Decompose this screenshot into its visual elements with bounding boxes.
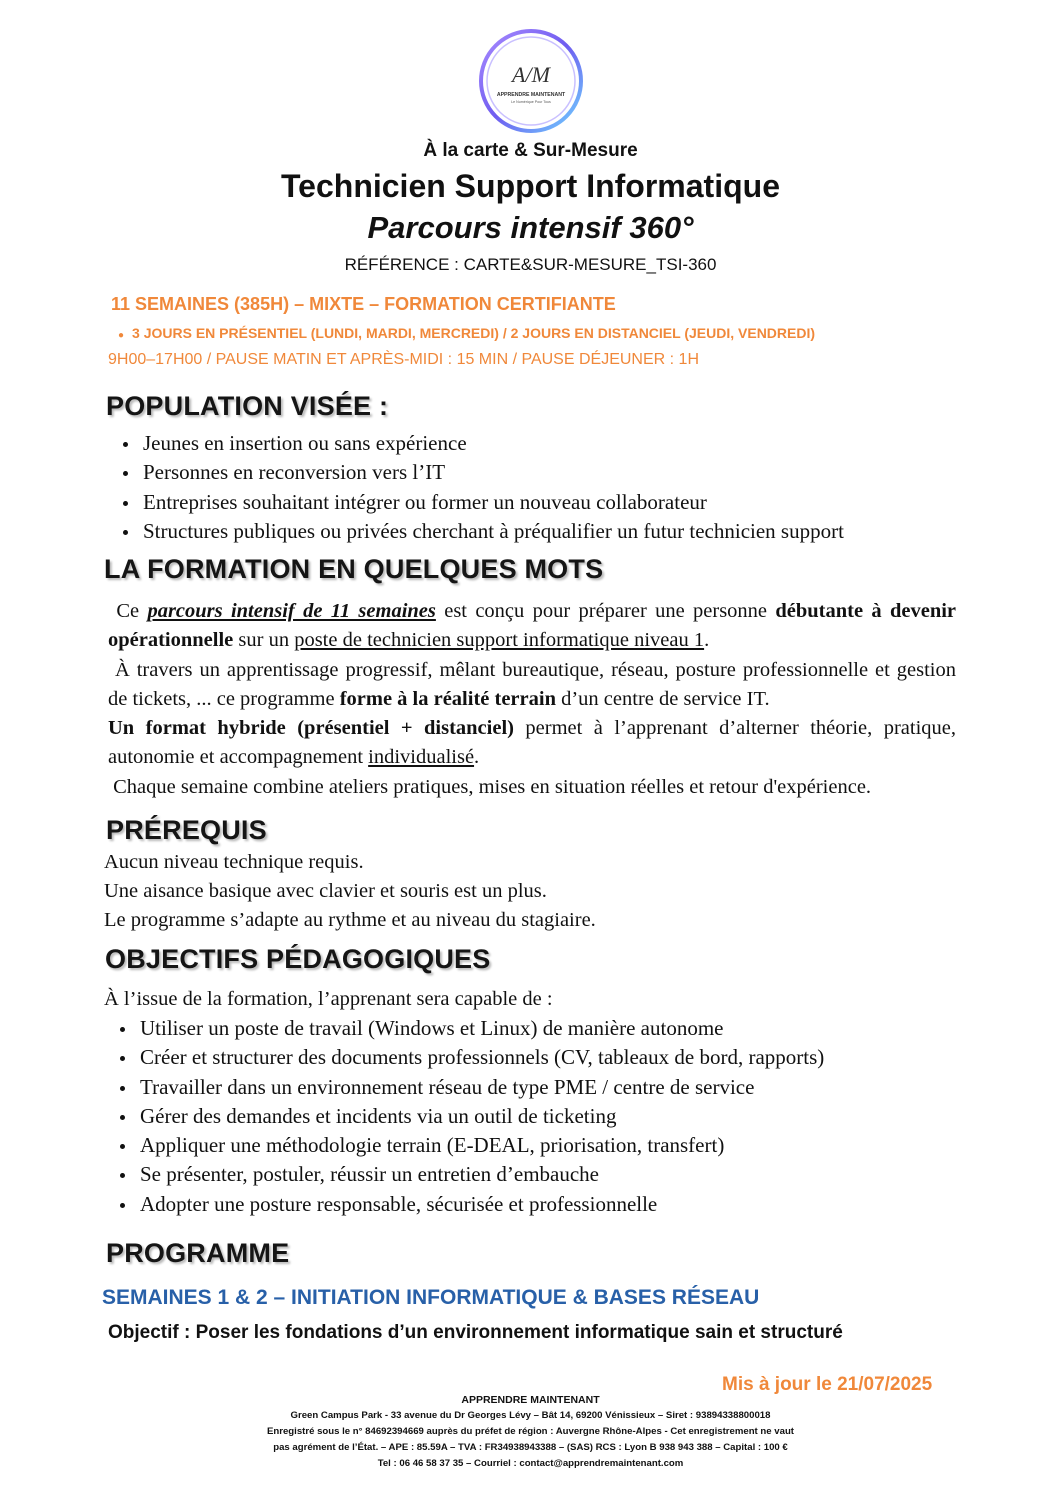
footer-contact: Tel : 06 46 58 37 35 – Courriel : contact@apprendremaintenant.com — [377, 1458, 684, 1469]
page-title: Technicien Support Informatique — [281, 168, 780, 204]
week-objective: Objectif : Poser les fondations d’un environnement informatique sain et structuré — [108, 1322, 843, 1343]
objectifs-intro: À l’issue de la formation, l’apprenant sera capable de : — [104, 988, 553, 1010]
list-item: Travailler dans un environnement réseau de type PME / centre de service — [116, 1073, 824, 1102]
list-item: Utiliser un poste de travail (Windows et Linux) de manière autonome — [116, 1014, 824, 1043]
list-item: Entreprises souhaitant intégrer ou former un nouveau collaborateur — [119, 488, 844, 517]
logo-monogram: A/M — [512, 62, 550, 87]
list-item: Jeunes en insertion ou sans expérience — [119, 429, 844, 458]
formation-description — [108, 597, 956, 802]
list-item: Personnes en reconversion vers l’IT — [119, 458, 844, 487]
list-item: Adopter une posture responsable, sécurisée et professionnelle — [116, 1190, 824, 1219]
prerequis-line: Aucun niveau technique requis. — [104, 851, 364, 873]
update-date: Mis à jour le 21/07/2025 — [722, 1374, 933, 1395]
days-text: 3 JOURS EN PRÉSENTIEL (LUNDI, MARDI, MERCREDI) / 2 JOURS EN DISTANCIEL (JEUDI, VENDREDI) — [132, 325, 816, 341]
objectifs-heading: OBJECTIFS PÉDAGOGIQUES — [105, 944, 491, 974]
population-heading: POPULATION VISÉE : — [106, 391, 389, 421]
week-title: SEMAINES 1 & 2 – INITIATION INFORMATIQUE & BASES RÉSEAU — [102, 1286, 760, 1309]
days-info — [118, 325, 815, 341]
prerequis-text — [104, 848, 596, 935]
footer-company: APPRENDRE MAINTENANT — [461, 1394, 600, 1406]
prerequis-line: Le programme s’adapte au rythme et au niveau du stagiaire. — [104, 909, 596, 931]
reference-code: RÉFÉRENCE : CARTE&SUR-MESURE_TSI-360 — [344, 255, 717, 274]
list-item: Structures publiques ou privées cherchant à préqualifier un futur technicien support — [119, 517, 844, 546]
list-item: Se présenter, postuler, réussir un entretien d’embauche — [116, 1160, 824, 1189]
page-title-italic: Parcours intensif 360° — [367, 210, 694, 245]
duration-info: 11 SEMAINES (385H) – MIXTE – FORMATION CERTIFIANTE — [111, 294, 616, 314]
logo-name: APPRENDRE MAINTENANT — [496, 92, 566, 98]
hours-info: 9H00–17H00 / PAUSE MATIN ET APRÈS-MIDI : 15 MIN / PAUSE DÉJEUNER : 1H — [108, 351, 699, 368]
list-item: Créer et structurer des documents professionnels (CV, tableaux de bord, rapports) — [116, 1043, 824, 1072]
footer-legal: pas agrément de l’État. – APE : 85.59A – TVA : FR34938943388 – (SAS) RCS : Lyon B 938 943 388 – Capital : 100 € — [273, 1442, 788, 1453]
company-logo — [476, 26, 586, 136]
population-list — [119, 429, 844, 546]
formation-paragraph-4: Chaque semaine combine ateliers pratiques, mises en situation réelles et retour d'expérience. — [113, 775, 872, 798]
logo-tagline: Le Numérique Pour Tous — [511, 100, 551, 104]
bullet-icon: ● — [118, 330, 125, 341]
footer — [0, 1392, 1061, 1472]
list-item: Appliquer une méthodologie terrain (E-DEAL, priorisation, transfert) — [116, 1131, 824, 1160]
formation-paragraph-1: Ce parcours intensif de 11 semaines est conçu pour préparer une personne débutante à devenir opérationnelle sur un poste de technicien support informatique niveau 1. — [108, 600, 957, 652]
footer-registration: Enregistré sous le n° 84692394669 auprès du préfet de région : Auvergne Rhône-Alpes - Cet enregistrement ne vaut — [266, 1426, 795, 1437]
page-subtitle: À la carte & Sur-Mesure — [423, 140, 638, 161]
prerequis-heading: PRÉREQUIS — [106, 815, 267, 845]
formation-paragraph-2: À travers un apprentissage progressif, mêlant bureautique, réseau, posture professionnelle et gestion de tickets, ... ce programme forme à la réalité terrain d’un centre de service IT. — [108, 658, 957, 710]
programme-heading: PROGRAMME — [106, 1238, 290, 1268]
objectifs-list — [116, 1014, 824, 1219]
list-item: Gérer des demandes et incidents via un outil de ticketing — [116, 1102, 824, 1131]
formation-paragraph-3: Un format hybride (présentiel + distanciel) permet à l’apprenant d’alterner théorie, pratique, autonomie et accompagnement individualisé. — [108, 717, 956, 769]
prerequis-line: Une aisance basique avec clavier et souris est un plus. — [104, 880, 547, 902]
formation-heading: LA FORMATION EN QUELQUES MOTS — [104, 554, 604, 584]
footer-address: Green Campus Park - 33 avenue du Dr Georges Lévy – Bât 14, 69200 Vénissieux – Siret : 93894338800018 — [290, 1410, 771, 1421]
